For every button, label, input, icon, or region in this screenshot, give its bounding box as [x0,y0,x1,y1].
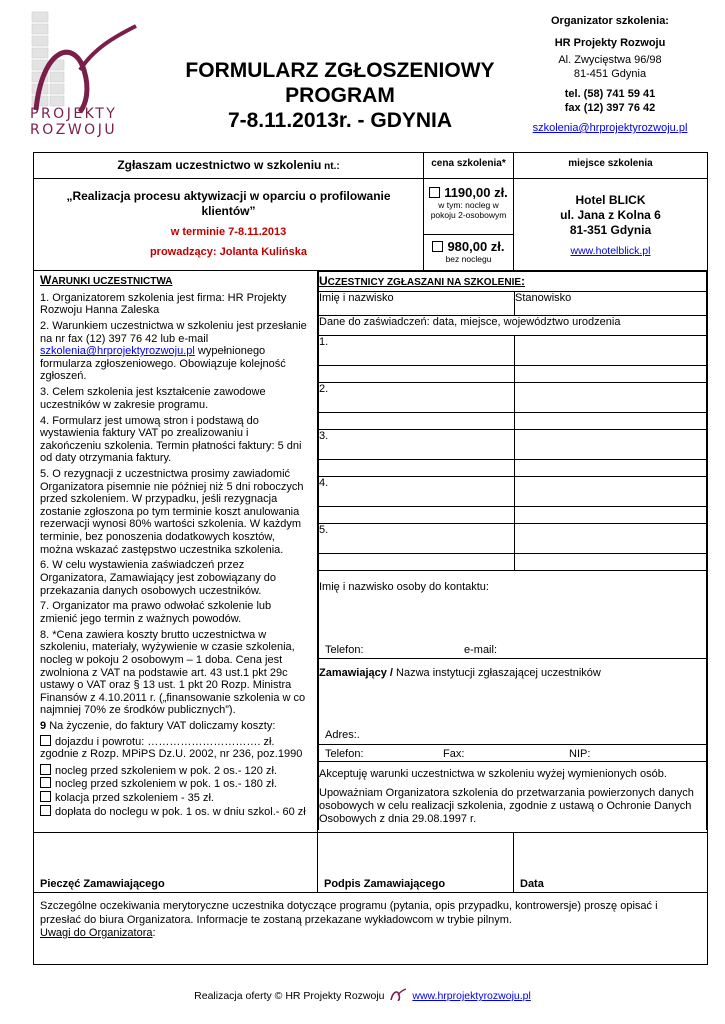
conditions-section [34,271,318,833]
logo-graphic [28,8,138,120]
training-cell [34,179,424,271]
condition-2 [40,320,309,383]
participant-row-1-extra[interactable] [319,366,515,383]
orderer-label-rest: Nazwa instytucji zgłaszającej uczestników [393,667,601,679]
header-apply-label: Zgłaszam uczestnictwo w szkoleniu [117,158,322,172]
title-line-1: FORMULARZ ZGŁOSZENIOWY [185,59,495,82]
column-position-header: Stanowisko [515,292,707,316]
column-name-header: Imię i nazwisko [319,292,515,316]
participant-row-3-extra[interactable] [319,460,515,477]
condition-2-start: 2. Warunkiem uczestnictwa w szkoleniu jest przesłanie na nr fax (12) 397 76 42 lub e-mail [40,319,307,345]
extra-cost-1-checkbox[interactable] [40,735,51,746]
participant-row-2-extra[interactable] [319,413,515,430]
organizer-heading: Organizator szkolenia: [551,15,669,27]
signature-field[interactable] [318,833,514,893]
participant-row-2-extra-r[interactable] [515,413,707,430]
extra-cost-4-label: kolacja przed szkoleniem - 35 zł. [55,792,214,805]
extra-cost-3 [40,777,309,791]
participants-title-colon: : [521,274,526,288]
conditions-title-rest: ARUNKI UCZESTNICTWA [51,276,173,287]
orderer-phone-label: Telefon: [325,748,364,760]
price-option-2-note: bez noclegu [445,254,492,264]
title-line-3: 7-8.11.2013r. - GDYNIA [227,109,453,132]
contact-phone-label: Telefon: [325,644,364,656]
organizer-fax: fax (12) 397 76 42 [564,102,656,114]
venue-link[interactable]: www.hotelblick.pl [570,245,651,257]
condition-2-email-link[interactable]: szkolenia@hrprojektyrozwoju.pl [40,345,195,358]
condition-5: 5. O rezygnacji z uczestnictwa prosimy zawiadomić Organizatora pisemnie nie później niż 5 dni roboczych przed szkoleniem. W przypadku, jeśli rezygnacja zostanie zgłoszona po tym terminie koszt anulowania rezerwacji wynosi 80% wartości szkolenia. W każdym terminie, bez ponoszenia dodatkowych kosztów, można wskazać zastępstwo uczestnika szkolenia. [40,468,304,556]
price-option-2-amount: 980,00 zł. [447,239,505,254]
acceptance-line-2: Upoważniam Organizatora szkolenia do przetwarzania powierzonych danych osobowych w celu realizacji szkolenia, zgodnie z ustawą o Ochronie Danych Osobowych z dnia 29.08.1997 r. [319,787,694,825]
stamp-label: Pieczęć Zamawiającego [40,878,165,890]
extra-cost-1-label: dojazdu i powrotu: …………………………. zł. zgodnie z Rozp. MPiPS Dz.U. 2002, nr 236, poz.1990 [40,735,303,761]
orderer-contact-line[interactable] [319,745,707,762]
participant-row-3-extra-r[interactable] [515,460,707,477]
header-apply [34,153,424,179]
expectations-text: Szczególne oczekiwania merytoryczne uczestnika dotyczące programu (pytania, opis przypadku, kontrowersje) proszę opisać i przesłać do biura Organizatora. Informacje te zostaną przekazane wykładowcom w trybie pilnym. [40,900,658,926]
application-form-table [33,152,708,965]
orderer-address-label: Adres:. [325,729,360,741]
training-name: „Realizacja procesu aktywizacji w oparciu o profilowanie klientów” [66,189,391,218]
extra-cost-2 [40,764,309,778]
extra-cost-4 [40,791,309,805]
condition-8: 8. *Cena zawiera koszty brutto uczestnictwa w szkoleniu, materiały, wyżywienie w czasie szkolenia, nocleg w pokoju 2 osobowym – 1 doba. Cena jest zwolniona z VAT na podstawie art. 43 ust.1 pkt 29c ustawy o VAT oraz § 13 ust. 1 pkt 20 Rozp. Ministra Finansów z 4.10.2011 r. („finansowanie szkolenia w co najmniej 70% ze środków publicznych”). [40,628,306,717]
participants-title-rest: CZESTNICY ZGŁASZANI NA SZKOLENIE [327,277,522,288]
participants-table [318,271,707,830]
contact-person-field[interactable] [319,571,707,659]
participant-row-2-position[interactable] [515,383,707,413]
participants-title [319,272,707,292]
extra-cost-5-label: dopłata do noclegu w pok. 1 os. w dniu szkol.- 60 zł [55,805,306,818]
venue-cell [514,179,708,271]
header-price: cena szkolenia* [424,153,514,179]
page-footer [0,988,725,1002]
orderer-nip-label: NIP: [569,748,591,760]
logo-line-1: PROJEKTY [30,106,118,122]
training-trainer: prowadzący: Jolanta Kulińska [149,246,308,258]
expectations-field[interactable] [34,893,708,965]
date-field[interactable] [514,833,708,893]
footer-website-link[interactable]: www.hrprojektyrozwoju.pl [412,990,531,1002]
condition-7: 7. Organizator ma prawo odwołać szkolenie lub zmienić jego termin z ważnych powodów. [40,600,272,625]
venue-city: 81-351 Gdynia [569,223,652,237]
company-logo [28,8,138,138]
footer-text: Realizacja oferty © HR Projekty Rozwoju [194,990,385,1002]
condition-6: 6. W celu wystawienia zaświadczeń przez Organizatora, Zamawiający jest zobowiązany do przekazania danych osobowych uczestników. [40,559,277,597]
date-label: Data [520,878,544,890]
condition-9 [40,720,309,733]
participant-row-1-position[interactable] [515,336,707,366]
remarks-label-text: Uwagi do Organizatora [40,927,153,939]
extra-cost-5-checkbox[interactable] [40,805,51,816]
participant-row-4-extra[interactable] [319,507,515,524]
participant-row-5-extra[interactable] [319,554,515,571]
condition-9-text: Na życzenie, do faktury VAT doliczamy koszty: [49,720,276,733]
orderer-label-bold: Zamawiający / [319,667,393,679]
participant-row-5-name[interactable]: 5. [319,524,515,554]
condition-4: 4. Formularz jest umową stron i podstawą do wystawienia faktury VAT po zrealizowaniu i zakończeniu szkolenia. Termin płatności faktury: 5 dni od daty otrzymania faktury. [40,414,302,465]
participants-title-initial: U [319,274,328,288]
participant-row-1-name[interactable]: 1. [319,336,515,366]
header-apply-suffix: nt.: [321,161,340,172]
extra-cost-3-label: nocleg przed szkoleniem w pok. 1 os.- 180 zł. [55,778,277,791]
condition-3: 3. Celem szkolenia jest kształcenie zawodowe uczestników w zakresie programu. [40,386,266,411]
participant-row-4-extra-r[interactable] [515,507,707,524]
price-option-1 [424,179,513,235]
organizer-address-2: 81-451 Gdynia [573,68,647,80]
conditions-title-initial: W [40,273,52,287]
logo-mark-icon [390,988,406,1001]
participants-section [318,271,708,833]
participant-row-5-extra-r[interactable] [515,554,707,571]
orderer-field[interactable] [319,659,707,745]
logo-line-2: ROZWOJU [30,122,118,138]
stamp-field[interactable] [34,833,318,893]
extra-cost-1 [40,735,309,761]
organizer-address-1: Al. Zwycięstwa 96/98 [558,54,662,66]
price-cell [424,179,514,271]
organizer-phone: tel. (58) 741 59 41 [564,88,656,100]
price-option-1-checkbox[interactable] [429,187,440,198]
contact-email-label: e-mail: [464,644,498,656]
organizer-block [510,14,710,135]
orderer-fax-label: Fax: [443,748,465,760]
conditions-title [40,274,309,289]
remarks-label-colon: : [152,927,156,939]
participant-row-4-name[interactable]: 4. [319,477,515,507]
participant-row-3-name[interactable]: 3. [319,430,515,460]
organizer-email-link[interactable]: szkolenia@hrprojektyrozwoju.pl [532,122,688,134]
form-title [160,58,520,133]
training-term: w terminie 7-8.11.2013 [170,226,287,238]
contact-person-label: Imię i nazwisko osoby do kontaktu: [319,581,489,593]
participant-row-2-name[interactable]: 2. [319,383,515,413]
price-option-1-note: w tym: nocleg w pokoju 2-osobowym [430,200,507,220]
price-option-2-checkbox[interactable] [432,241,443,252]
venue-street: ul. Jana z Kolna 6 [560,208,661,222]
price-option-1-amount: 1190,00 zł. [444,185,508,200]
extra-cost-3-checkbox[interactable] [40,777,51,788]
venue-name: Hotel BLICK [575,193,646,207]
acceptance-line-1: Akceptuję warunki uczestnictwa w szkoleniu wyżej wymienionych osób. [319,768,667,780]
participant-row-1-extra-r[interactable] [515,366,707,383]
title-line-2: PROGRAM [285,84,395,107]
price-option-2 [424,235,513,264]
signature-label: Podpis Zamawiającego [324,878,446,890]
acceptance-block [319,762,707,831]
extra-cost-2-checkbox[interactable] [40,764,51,775]
certificate-data-note: Dane do zaświadczeń: data, miejsce, województwo urodzenia [319,316,707,336]
condition-2-end: wypełnionego formularza zgłoszeniowego. Obowiązuje kolejność zgłoszeń. [40,345,286,383]
extra-cost-4-checkbox[interactable] [40,791,51,802]
extra-cost-5 [40,805,309,819]
participant-row-5-position[interactable] [515,524,707,554]
participant-row-3-position[interactable] [515,430,707,460]
organizer-name: HR Projekty Rozwoju [554,37,666,49]
remarks-label [40,927,701,941]
header-place: miejsce szkolenia [514,153,708,179]
condition-1: 1. Organizatorem szkolenia jest firma: HR Projekty Rozwoju Hanna Zaleska [40,291,287,317]
participant-row-4-position[interactable] [515,477,707,507]
extra-cost-2-label: nocleg przed szkoleniem w pok. 2 os.- 120 zł. [55,764,277,777]
condition-9-number: 9 [40,720,47,733]
